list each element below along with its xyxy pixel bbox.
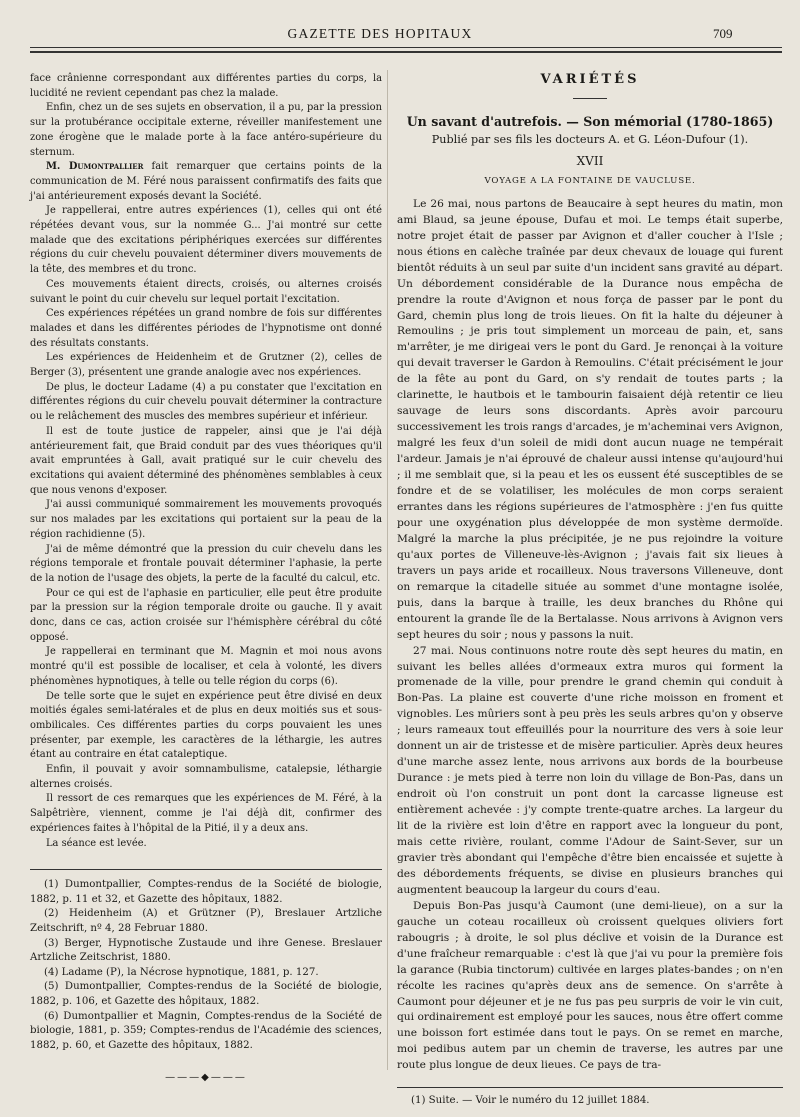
paragraph: Je rappellerai, entre autres expériences (1), celles qui ont été répétées devant vous, sur la nommée G... J'ai montré sur cette malade que des excitations périphériques exercées sur différentes régions du cuir chevelu pouvaient déterminer divers mouvements de la tête, des membres et du tronc. <box>30 205 382 276</box>
paragraph-text: fait remarquer que certains points de la communication de M. Féré nous paraissent confirmatifs des faits que j'ai antérieurement exposés devant la Société. <box>30 161 382 202</box>
paragraph-closing: La séance est levée. <box>46 837 147 849</box>
footnote: (5) Dumontpallier, Comptes-rendus de la Société de biologie, 1882, p. 106, et Gazette des hôpitaux, 1882. <box>30 981 382 1008</box>
footnote: (3) Berger, Hypnotische Zustaude und ihre Genese. Breslauer Artzliche Zeitschrist, 1880. <box>30 937 382 964</box>
footnote-rule <box>397 1087 783 1088</box>
footnote-rule <box>30 869 382 870</box>
paragraph: Enfin, il pouvait y avoir somnambulisme, catalepsie, léthargie alternes croisés. <box>30 764 382 790</box>
paragraph: Les expériences de Heidenheim et de Grutzner (2), celles de Berger (3), présentent une grande analogie avec nos expériences. <box>30 352 382 379</box>
paragraph: face crânienne correspondant aux différentes parties du corps, la lucidité ne revient cependant pas chez la malade. <box>30 73 382 99</box>
paragraph: 27 mai. Nous continuons notre route dès sept heures du matin, en suivant les belles allées d'ormeaux extra muros qui forment la promenade de la ville, pour prendre le grand chemin qui conduit à Bon-Pas. La plaine est couverte d'une riche moisson en froment et vignobles. Les mûriers sont à peu près les seuls arbres qu'on y observe ; leurs rameaux tout effeuillés pour la nourriture des vers à soie leur donnent un air de tristesse et de misère particulier. Après deux heures d'une marche assez lente, nous arrivons aux bords de la bourbeuse Durance : je mets pied à terre non loin du village de Bon-Pas, dans un endroit où l'on construit un pont dont la carcasse ligneuse est entièrement achevée : j'y compte trente-quatre arches. La largeur du lit de la rivière est loin d'être en rapport avec la longueur du pont, mais cette rivière, roulant, comme l'Adour de Saint-Sever, sur un gravier très abondant qui l'empêche d'être bien encaissée et sujette à des débordements fréquents, se divise en plusieurs branches qui augmentent beaucoup la largeur du cours d'eau. <box>397 643 783 896</box>
paragraph: Enfin, chez un de ses sujets en observation, il a pu, par la pression sur la protubérance occipitale externe, réveiller manifestement une zone érogène que le malade porte à la face antéro-supérieure du sternum. <box>30 102 382 158</box>
paragraph: De plus, le docteur Ladame (4) a pu constater que l'excitation en différentes régions du cuir chevelu pouvait déterminer la contracture ou le relâchement des muscles des membres supérieur et inférieur. <box>30 381 382 423</box>
paragraph: Ces mouvements étaient directs, croisés, ou alternes croisés suivant le point du cuir chevelu sur lequel portait l'excitation. <box>30 278 382 305</box>
page-header-title: GAZETTE DES HOPITAUX <box>287 26 473 41</box>
paragraph: Pour ce qui est de l'aphasie en particulier, elle peut être produite par la pression sur la région temporale droite ou gauche. Il y avait donc, dans ce cas, action croisée sur l'hémisphère cérébral du côté opposé. <box>30 587 382 643</box>
paragraph: Ces expériences répétées un grand nombre de fois sur différentes malades et dans les différentes périodes de l'hypnotisme ont donné des résultats constants. <box>30 308 382 349</box>
article-title: Un savant d'autrefois. — Son mémorial (1780-1865) <box>406 113 774 129</box>
paragraph: Je rappellerai en terminant que M. Magnin et moi nous avons montré qu'il est possible de localiser, et cela à volonté, les divers phénomènes hypnotiques, à telle ou telle région du corps (6). <box>30 646 382 687</box>
header-rule-top <box>30 47 782 48</box>
footnotes <box>30 878 382 1053</box>
footnote: (4) Ladame (P), la Nécrose hypnotique, 1881, p. 127. <box>44 966 319 978</box>
speaker-name: M. Dumontpallier <box>46 161 144 173</box>
paragraph: Le 26 mai, nous partons de Beaucaire à sept heures du matin, mon ami Blaud, sa jeune épouse, Dufau et moi. Le temps était superbe, notre projet était de passer par Avignon et d'aller coucher à l'Isle ; nous étions en calèche traînée par deux chevaux de louage qui furent bientôt réduits à un seul par suite d'un incident sans gravité au départ. Un débordement considérable de la Durance nous empêcha de prendre la route d'Avignon et nous força de passer par le pont du Gard, chemin plus long de trois lieues. On fit la halte du déjeuner à Remoulins ; je pris tout simplement un morceau de pain, et, sans m'arrêter, je me dirigeai vers le pont du Gard. Je renonçai à la voiture qui devait traverser le Gardon à Remoulins. C'était précisément le jour de la fête au pont du Gard, on s'y rendait de toutes parts ; la clarinette, le hautbois et le tambourin faisaient déjà retentir ce lieu sauvage de leurs sons discordants. Après avoir parcouru successivement les trois rangs d'arcades, je m'acheminai vers Avignon, malgré les feux d'un soleil de midi dont aucun nuage ne tempérait l'ardeur. Jamais je n'ai éprouvé de chaleur aussi intense qu'aujourd'hui ; il me semblait que, si la peau et les os eussent été susceptibles de se fondre et de se volatiliser, les molécules de mon corps seraient errantes dans les régions supérieures de l'atmosphère : j'en fus quitte pour une oxygénation plus développée de mon système dermoïde. Malgré la marche la plus précipitée, je ne pus rejoindre la voiture qu'aux portes de Villeneuve-lès-Avignon ; j'avais fait six lieues à travers un pays aride et rocailleux. Nous traversons Villeneuve, dont on remarque la citadelle située au sommet d'une montagne isolée, puis, dans la barque à traille, les deux branches du Rhône qui entourent la grande île de la Bertalasse. Nous arrivons à Avignon vers sept heures du soir ; nous y passons la nuit. <box>397 196 783 641</box>
paragraph: J'ai de même démontré que la pression du cuir chevelu dans les régions temporale et frontale pouvait déterminer l'aphasie, la perte de la notion de l'usage des objets, la perte de la faculté du calcul, etc. <box>30 543 382 584</box>
paragraph: De telle sorte que le sujet en expérience peut être divisé en deux moitiés égales semi-latérales et de plus en deux moitiés sus et sous-ombilicales. Ces différentes parties du corps pouvaient les unes présenter, par exemple, les caractères de la léthargie, les autres étant au contraire en état cataleptique. <box>30 690 382 761</box>
right-column <box>397 72 783 1109</box>
footnotes <box>397 1094 783 1109</box>
header-rule-bottom <box>30 51 782 53</box>
page-number: 709 <box>713 26 733 41</box>
footnote: (1) Dumontpallier, Comptes-rendus de la Société de biologie, 1882, p. 11 et 32, et Gazette des hôpitaux, 1882. <box>30 879 382 905</box>
footnote: (1) Suite. — Voir le numéro du 12 juillet 1884. <box>411 1095 650 1107</box>
chapter-title: VOYAGE A LA FONTAINE DE VAUCLUSE. <box>484 175 696 186</box>
article-subtitle: Publié par ses fils les docteurs A. et G. Léon-Dufour (1). <box>431 132 749 146</box>
column-separator <box>387 70 388 1070</box>
paragraph: Il ressort de ces remarques que les expériences de M. Féré, à la Salpêtrière, viennent, comme je l'ai déjà dit, confirmer des expériences faites à l'hôpital de la Pitié, il y a deux ans. <box>30 793 382 834</box>
paragraph: Depuis Bon-Pas jusqu'à Caumont (une demi-lieue), on a sur la gauche un coteau rocailleux où croissent quelques oliviers fort rabougris ; à droite, le sol plus déclive et voisin de la Durance est d'une fraîcheur remarquable : c'est là que j'ai vu pour la première fois la garance (Rubia tinctorum) cultivée en larges plates-bandes ; on n'en récolte les racines qu'après deux ans de semence. On s'arrête à Caumont pour déjeuner et je ne fus pas peu surpris de voir le vin cuit, qui ordinairement est employé pour les sauces, nous être offert comme une boisson fort estimée dans tout le pays. On se remet en marche, moi pedibus autem par un chemin de traverse, les autres par une route plus longue de deux lieues. Ce pays de tra- <box>397 898 783 1072</box>
left-column <box>30 72 382 1086</box>
paragraph: J'ai aussi communiqué sommairement les mouvements provoqués sur nos malades par les excitations qui portaient sur la peau de la région rachidienne (5). <box>30 499 382 540</box>
end-ornament: ———◆——— <box>165 1072 247 1084</box>
paragraph-dumontpallier <box>30 160 382 204</box>
paragraph: Il est de toute justice de rappeler, ainsi que je l'ai déjà antérieurement fait, que Braid conduit par des vues théoriques qu'il avait empruntées à Gall, avait pratiqué sur le cuir chevelu des excitations qui avaient déterminé des phénomènes semblables à ceux que nous venons d'exposer. <box>30 425 382 496</box>
footnote: (6) Dumontpallier et Magnin, Comptes-rendus de la Société de biologie, 1881, p. 359; Comptes-rendus de l'Académie des sciences, 1882, p. 60, et Gazette des hôpitaux, 1882. <box>30 1010 382 1051</box>
section-title: VARIÉTÉS <box>540 72 640 87</box>
article-body <box>397 196 783 1073</box>
chapter-number: XVII <box>576 153 604 168</box>
section-rule <box>573 98 607 99</box>
footnote: (2) Heidenheim (A) et Grützner (P), Breslauer Artzliche Zeitschrift, nº 4, 28 Februar 1880. <box>30 908 382 935</box>
